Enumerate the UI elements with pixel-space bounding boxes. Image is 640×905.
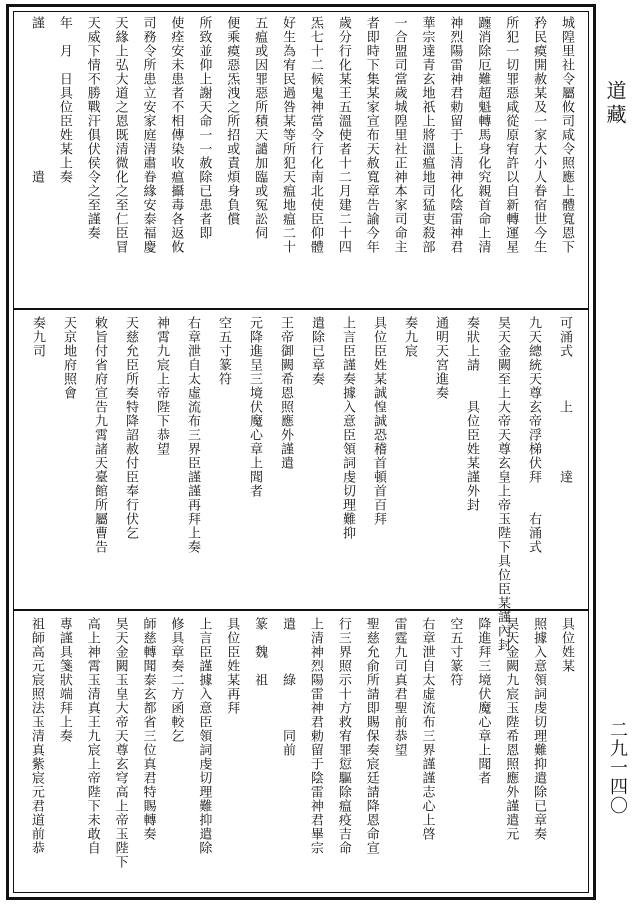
text-column: 華宗達青玄地祇上將溫瘟地司猛吏殺部	[419, 16, 435, 254]
text-column: 躔消除厄難超魁轉馬身化究親首命上清	[475, 16, 491, 254]
text-column: 空五寸篆符	[216, 316, 231, 386]
text-column: 雷霆九司真君聖前恭望	[391, 617, 407, 757]
text-column: 高上神霄玉清真王九宸上帝陛下未敢自	[84, 617, 100, 855]
page-number: 二九一四〇	[607, 720, 628, 815]
text-column: 行三界照示十方救宥罪愆驅除瘟疫吉命	[335, 617, 351, 855]
page-frame-inner	[13, 11, 589, 893]
text-column: 歲分行化某王五溫使者十二月建二十四	[335, 16, 351, 254]
text-column: 元降進呈三境伏魔心章上聞者	[247, 316, 262, 498]
text-column: 五瘟或因罪惡所積天譴加臨或冤訟伺	[252, 16, 268, 240]
text-column: 通明天宮進奏	[433, 316, 448, 400]
divider-top	[14, 308, 588, 310]
collection-title: 道藏	[603, 80, 627, 128]
text-column: 天慈允臣所奏特降詔赦付臣奉行伏乞	[123, 316, 138, 540]
text-column: 具位臣姓某再拜	[224, 617, 240, 715]
page-frame	[6, 4, 596, 900]
text-column: 九天總統天尊玄帝浮梯伏拜 右涌式	[526, 316, 541, 554]
text-column: 可涌式 上 達	[557, 316, 572, 484]
text-column: 奏狀上請 具位臣姓某謹外封	[464, 316, 479, 512]
text-column: 昊天金闕九宸玉陛希恩照應外謹遣元	[503, 617, 519, 841]
text-column: 上言臣謹奏據入意臣領詞虔切理難抑	[340, 316, 355, 540]
text-column: 師慈轉聞泰玄都省三位真君特賜轉奏	[140, 617, 156, 841]
text-column: 者即時下集某家宣布天赦寬章告諭今年	[363, 16, 379, 254]
text-column: 篆 魏 祖	[252, 617, 268, 687]
text-column: 聖慈允俞所請即賜保奏宸廷請降恩命宣	[363, 617, 379, 855]
text-column: 修具章奏二方函較乞	[168, 617, 184, 743]
text-column: 神霄九宸上帝陛下恭望	[154, 316, 169, 456]
text-column: 神烈陽雷神君勅留于上清神化陰雷神君	[447, 16, 463, 254]
text-column: 王帝御闕希恩照應外謹遣	[278, 316, 293, 470]
text-column: 天京地府照會	[61, 316, 76, 400]
panel-bottom	[22, 617, 580, 892]
text-column: 天緣上弘大道之恩既清微化之至仁臣冒	[112, 16, 128, 254]
text-column: 一合盟司當歲城隍里社正神本家司命主	[391, 16, 407, 254]
text-column: 使痊安未患者不相傳染收瘟攝毒各返攸	[168, 16, 184, 254]
text-column: 上言臣謹據入意臣領詞虔切理難抑遣除	[196, 617, 212, 855]
text-column: 具位臣姓某誠惶誠恐稽首頓首百拜	[371, 316, 386, 526]
text-column: 矜民瘼開赦某及一家大小人眷宿世今生	[531, 16, 547, 254]
text-column: 照據入意領詞虔切理難抑遣除已章奏	[531, 617, 547, 841]
panel-top	[22, 16, 580, 301]
text-column: 昊天金闕至上大帝天尊玄皇上帝玉陛下具位臣某謹內封	[495, 316, 510, 652]
text-column: 祖師高元宸照法玉清真紫宸元君道前恭	[28, 617, 44, 855]
divider-mid	[14, 609, 588, 611]
text-column: 降進拜三境伏魔心章上聞者	[475, 617, 491, 785]
text-column: 右章泄自太虛流布三界臣謹謹再拜上奏	[185, 316, 200, 554]
text-column: 謹 遣	[28, 16, 44, 184]
text-column: 上清神烈陽雷神君勅留于陰雷神君畢宗	[307, 617, 323, 855]
text-column: 便乘瘼惡炁洩之所招或責煩身負償	[224, 16, 240, 226]
text-column: 空五寸篆符	[447, 617, 463, 687]
text-column: 奏九司	[30, 316, 45, 358]
text-column: 專謹具箋狀端拜上奏	[56, 617, 72, 743]
text-column: 具位姓某	[559, 617, 574, 673]
text-column: 所致並仰上謝天命一一赦除已患者即	[196, 16, 212, 240]
text-column: 遣除已章奏	[309, 316, 324, 386]
text-column: 司務令所患立安家庭清肅眷緣安泰福慶	[140, 16, 156, 254]
text-column: 昊天金闕玉皇大帝天尊玄穹高上帝玉陛下	[112, 617, 128, 869]
text-column: 敕旨付省府宣告九霄諸天臺館所屬曹告	[92, 316, 107, 554]
text-column: 城隍里社令屬攸司咸令照應上體寬恩下	[559, 16, 574, 254]
text-column: 炁七十二候鬼神當令行化南北使臣仰體	[307, 16, 323, 254]
text-column: 奏九宸	[402, 316, 417, 358]
text-column: 所犯一切罪惡咸從原宥許以自新轉運星	[503, 16, 519, 254]
text-column: 右章泄自太虛流布三界謹謹志心上啓	[419, 617, 435, 841]
text-column: 好生為宥民過咎某等所犯天瘟地瘟二十	[280, 16, 295, 254]
text-column: 遣 綠 同前	[280, 617, 295, 757]
text-column: 年 月 日具位臣姓某上奏	[56, 16, 72, 184]
text-column: 天威下情不勝戰汗俱伏侯令之至謹奏	[84, 16, 100, 240]
